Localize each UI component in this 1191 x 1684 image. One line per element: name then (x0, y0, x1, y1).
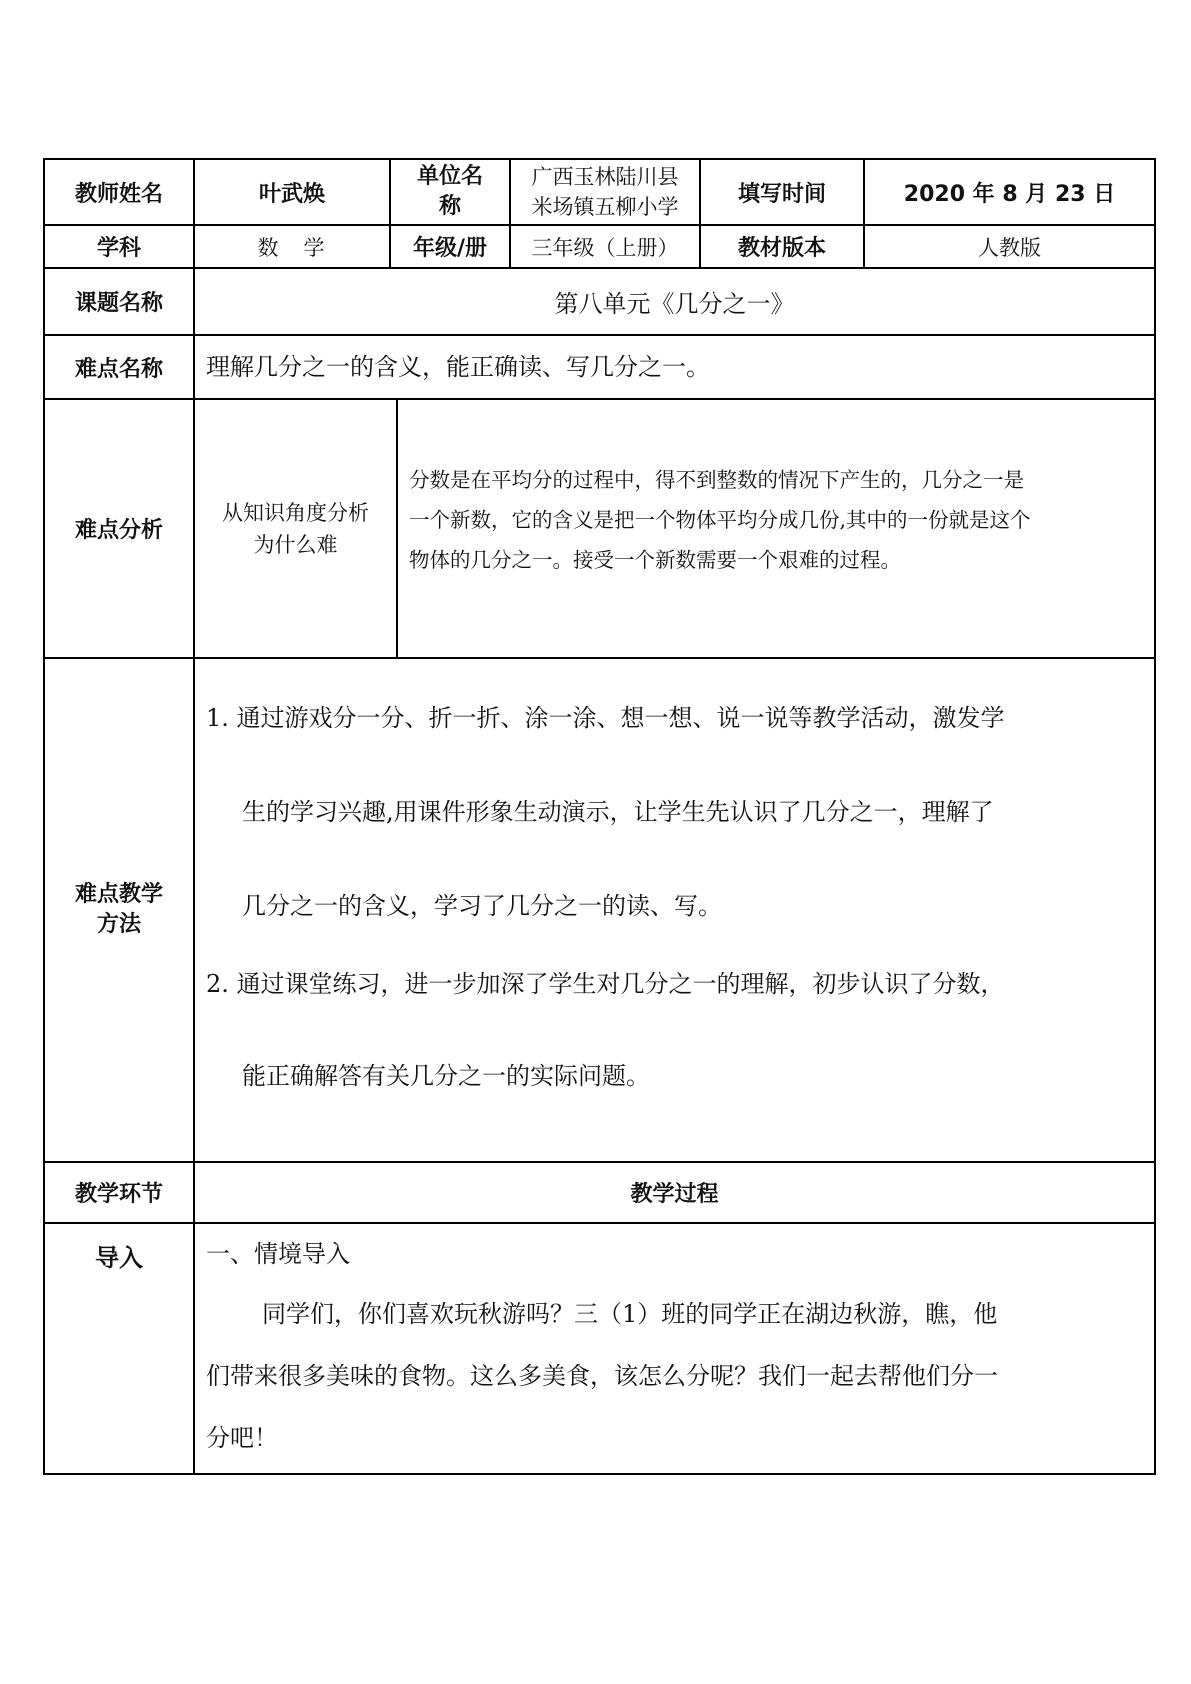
row-divider (43, 657, 1156, 659)
intro-line: 们带来很多美味的食物。这么多美食，该怎么分呢？我们一起去帮他们分一 (206, 1362, 998, 1390)
method-line: 2. 通过课堂练习，进一步加深了学生对几分之一的理解，初步认识了分数， (206, 970, 1005, 998)
subject-value: 数 学 (257, 235, 327, 260)
grade-label: 年级/册 (412, 236, 488, 261)
teaching-process-label: 教学过程 (630, 1182, 719, 1207)
teacher-name-label: 教师姓名 (74, 181, 163, 207)
method-label-line1: 难点教学 (74, 882, 163, 907)
method-label (45, 659, 193, 1161)
intro-content (206, 1234, 1151, 1458)
method-label-line2: 方法 (96, 912, 141, 937)
fill-date-value: 2020 年 8 月 23 日 (903, 181, 1116, 207)
intro-line: 同学们，你们喜欢玩秋游吗？三（1）班的同学正在湖边秋游，瞧，他 (262, 1300, 998, 1328)
unit-name-value-line1: 广西玉林陆川县 (531, 165, 679, 189)
table-border-right (1154, 158, 1156, 1475)
intro-line: 分吧！ (206, 1424, 278, 1452)
analysis-line: 分数是在平均分的过程中，得不到整数的情况下产生的，几分之一是 (409, 468, 1024, 492)
unit-name-label-line1: 单位名 (416, 164, 483, 189)
subject-label: 学科 (96, 236, 141, 261)
row-divider (43, 1222, 1156, 1224)
grade-value: 三年级（上册） (531, 235, 679, 260)
column-divider (193, 158, 195, 1475)
topic-value: 第八单元《几分之一》 (554, 290, 795, 318)
teaching-stage-label: 教学环节 (74, 1182, 163, 1207)
method-line: 几分之一的含义，学习了几分之一的读、写。 (242, 892, 722, 920)
difficulty-label: 难点名称 (74, 356, 163, 382)
analysis-sub-label-line2: 为什么难 (253, 532, 338, 557)
method-text (206, 696, 1151, 1098)
analysis-line: 一个新数，它的含义是把一个物体平均分成几份,其中的一份就是这个 (409, 508, 1031, 532)
analysis-sub-label-line1: 从知识角度分析 (222, 500, 369, 525)
method-line: 能正确解答有关几分之一的实际问题。 (242, 1062, 650, 1090)
teacher-name-value: 叶武焕 (258, 181, 325, 207)
unit-name-label (391, 160, 509, 224)
unit-name-value (511, 160, 699, 224)
analysis-label: 难点分析 (74, 518, 163, 543)
edition-value: 人教版 (978, 235, 1041, 260)
unit-name-label-line2: 称 (438, 194, 461, 219)
intro-section-title: 一、情境导入 (206, 1240, 350, 1268)
analysis-line: 物体的几分之一。接受一个新数需要一个艰难的过程。 (409, 548, 901, 572)
analysis-text (409, 460, 1151, 580)
fill-date-label: 填写时间 (737, 181, 826, 207)
unit-name-value-line2: 米场镇五柳小学 (531, 195, 679, 219)
column-divider (396, 398, 398, 658)
analysis-sub-label (195, 400, 396, 657)
difficulty-value: 理解几分之一的含义，能正确读、写几分之一。 (206, 353, 710, 381)
method-line: 1. 通过游戏分一分、折一折、涂一涂、想一想、说一说等教学活动，激发学 (206, 704, 1005, 732)
topic-label: 课题名称 (74, 291, 163, 316)
table-border-bottom (43, 1473, 1156, 1475)
method-line: 生的学习兴趣,用课件形象生动演示，让学生先认识了几分之一，理解了 (242, 798, 994, 826)
intro-stage-label: 导入 (95, 1244, 143, 1272)
edition-label: 教材版本 (737, 236, 826, 261)
